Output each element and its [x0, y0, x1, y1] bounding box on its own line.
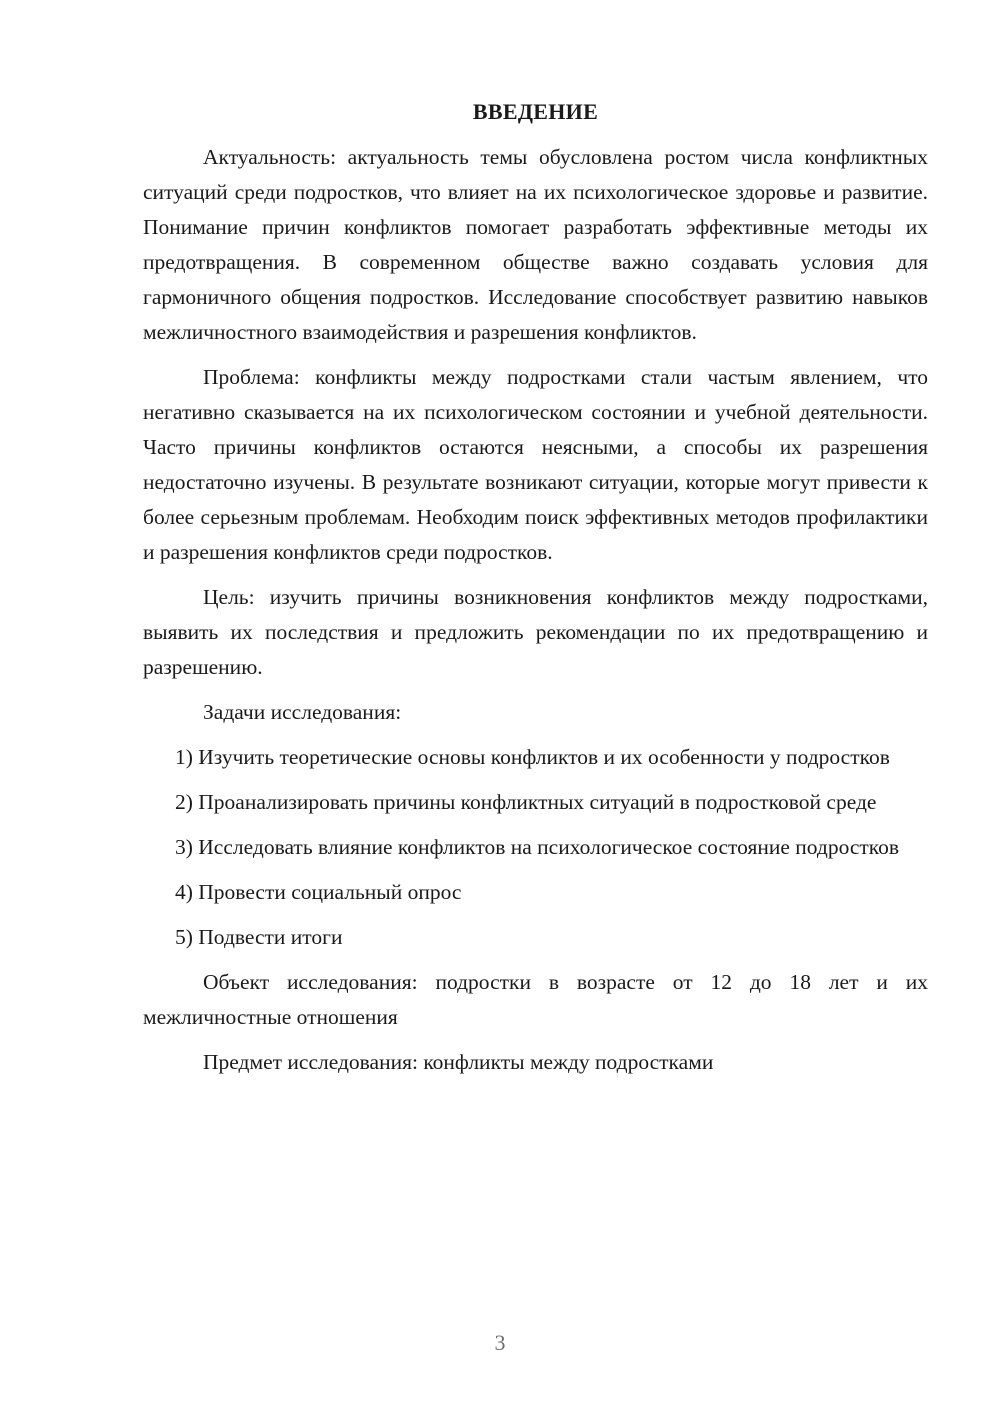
subject-paragraph: Предмет исследования: конфликты между подростками — [203, 1050, 714, 1074]
page-title: ВВЕДЕНИЕ — [472, 99, 599, 124]
relevance-paragraph: Актуальность: актуальность темы обусловлена ростом числа конфликтных ситуаций среди подростков, что влияет на их психологическое здоровье и развитие. Понимание причин конфликтов помогает разработать эффективные методы их предотвращения. В современном обществе важно создавать условия для гармоничного общения подростков. Исследование способствует развитию навыков межличностного взаимодействия и разрешения конфликтов. — [143, 145, 928, 344]
tasks-heading: Задачи исследования: — [203, 700, 402, 724]
task-item-3: 3) Исследовать влияние конфликтов на психологическое состояние подростков — [175, 835, 900, 859]
object-paragraph: Объект исследования: подростки в возрасте от 12 до 18 лет и их межличностные отношения — [143, 970, 928, 1029]
document-page — [143, 96, 928, 1090]
goal-paragraph: Цель: изучить причины возникновения конфликтов между подростками, выявить их последствия и предложить рекомендации по их предотвращению и разрешению. — [143, 585, 928, 679]
task-item-1: 1) Изучить теоретические основы конфликтов и их особенности у подростков — [175, 745, 890, 769]
page-number: 3 — [494, 1330, 506, 1355]
problem-paragraph: Проблема: конфликты между подростками стали частым явлением, что негативно сказывается на их психологическом состоянии и учебной деятельности. Часто причины конфликтов остаются неясными, а способы их разрешения недостаточно изучены. В результате возникают ситуации, которые могут привести к более серьезным проблемам. Необходим поиск эффективных методов профилактики и разрешения конфликтов среди подростков. — [143, 365, 928, 564]
task-item-5: 5) Подвести итоги — [175, 925, 343, 949]
task-item-4: 4) Провести социальный опрос — [175, 880, 462, 904]
task-item-2: 2) Проанализировать причины конфликтных ситуаций в подростковой среде — [175, 790, 877, 814]
